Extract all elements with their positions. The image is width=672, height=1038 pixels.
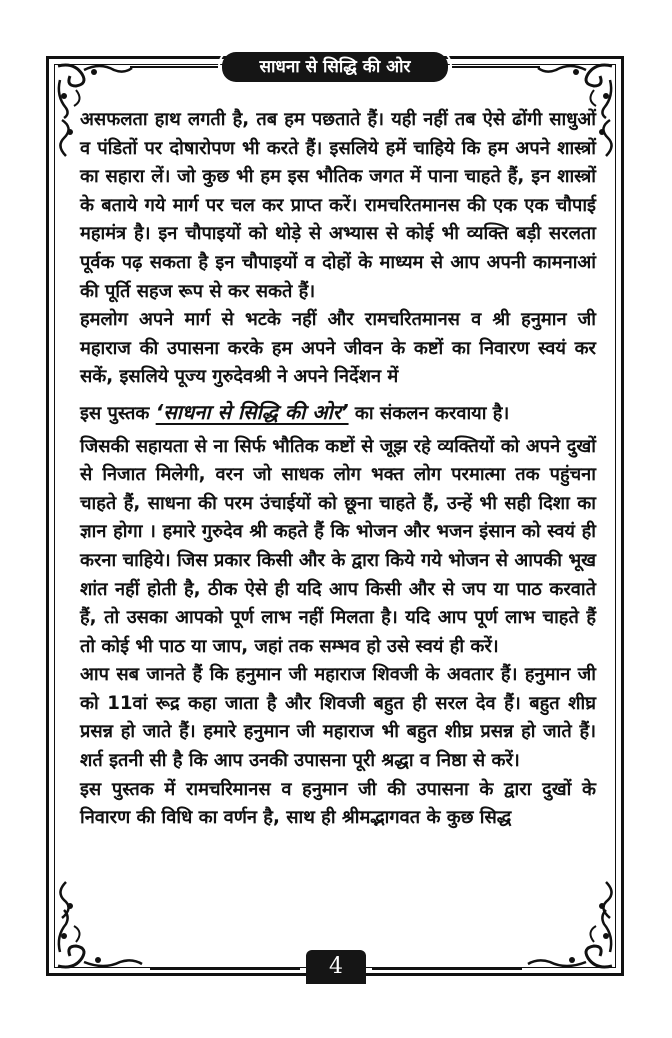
paragraph-2: हमलोग अपने मार्ग से भटके नहीं और रामचरितमानस व श्री हनुमान जी महाराज की उपासना करके हम अपने जीवन के कष्टों का निवारण स्वयं कर सकें, इसलिये पूज्य गुरुदेवश्री ने अपने निर्देशन में <box>80 309 596 388</box>
side-ornament-left-top <box>56 118 78 158</box>
paragraph-4: आप सब जानते हैं कि हनुमान जी महाराज शिवजी के अवतार हैं। हनुमान जी को 11वां रूद्र कहा जाता है और शिवजी बहुत ही सरल देव हैं। बहुत शीघ्र प्रसन्न हो जाते हैं। हमारे हनुमान जी महाराज भी बहुत शीघ्र प्रसन्न हो जाते हैं। शर्त इतनी सी है कि आप उनकी उपासना पूरी श्रद्धा व निष्ठा से करें। <box>80 664 596 772</box>
paragraph-3: जिसकी सहायता से ना सिर्फ भौतिक कष्टों से जूझ रहे व्यक्तियों को अपने दुखों से निजात मिलेगी, वरन जो साधक लोग भक्त लोग परमात्मा तक पहुंचना चाहते हैं, साधना की परम उंचाईयों को छूना चाहते हैं, उन्हें भी सही दिशा का ज्ञान होगा । हमारे गुरुदेव श्री कहते हैं कि भोजन और भजन इंसान को स्वयं ही करना चाहिये। जिस प्रकार किसी और के द्वारा किये गये भोजन से आपकी भूख शांत नहीं होती है, ठीक ऐसे ही यदि आप किसी और से जप या पाठ करवाते हैं, तो उसका आपको पूर्ण लाभ नहीं मिलता है। यदि आप पूर्ण लाभ चाहते हैं तो कोई भी पाठ या जाप, जहां तक सम्भव हो उसे स्वयं ही करें। <box>80 435 596 657</box>
book-title: ‘साधना से सिद्धि की ओर’ <box>155 399 349 424</box>
side-ornament-right-top <box>594 118 616 158</box>
header-rule-right <box>452 66 540 68</box>
title-line-prefix: इस पुस्तक <box>80 402 150 424</box>
side-ornament-right-bottom <box>594 880 616 920</box>
book-title-line <box>80 398 596 429</box>
side-ornament-left-bottom <box>56 880 78 920</box>
title-line-suffix: का संकलन करवाया है। <box>354 402 510 424</box>
page-number: 4 <box>306 950 366 984</box>
footer-rule-left <box>150 968 300 970</box>
page-body <box>80 106 596 833</box>
paragraph-1: असफलता हाथ लगती है, तब हम पछताते हैं। यही नहीं तब ऐसे ढोंगी साधुओं व पंडितों पर दोषारोपण भी करते हैं। इसलिये हमें चाहिये कि हम अपने शास्त्रों का सहारा लें। जो कुछ भी हम इस भौतिक जगत में पाना चाहते हैं, इन शास्त्रों के बताये गये मार्ग पर चल कर प्राप्त करें। रामचरितमानस की एक एक चौपाई महामंत्र है। इन चौपाइयों को थोड़े से अभ्यास से कोई भी व्यक्ति बड़ी सरलता पूर्वक पढ़ सकता है इन चौपाइयों व दोहों के माध्यम से आप अपनी कामनाआं की पूर्ति सहज रूप से कर सकते हैं। <box>80 109 596 302</box>
paragraph-5: इस पुस्तक में रामचरिमानस व हनुमान जी की उपासना के द्वारा दुखों के निवारण की विधि का वर्णन है, साथ ही श्रीमद्भागवत के कुछ सिद्ध <box>80 778 596 829</box>
footer-rule-right <box>372 968 522 970</box>
page-header-title: साधना से सिद्धि की ओर <box>222 52 448 82</box>
header-rule-left <box>130 66 218 68</box>
